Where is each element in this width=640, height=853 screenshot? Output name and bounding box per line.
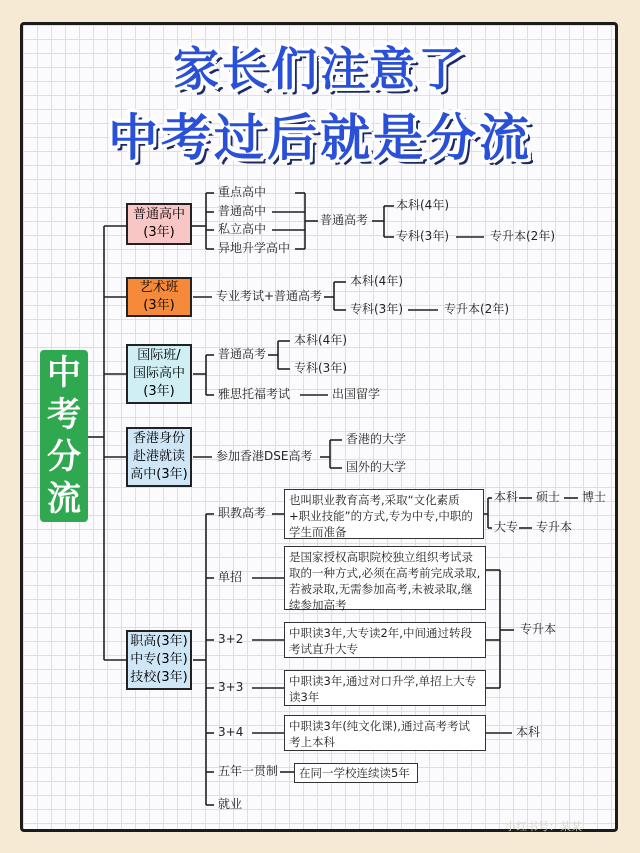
- branch-guoji-ban: 国际班/ 国际高中 (3年): [126, 344, 192, 404]
- zhijiao-zhuanshengben: 专升本: [536, 520, 573, 534]
- type-yidi: 异地升学高中: [218, 241, 291, 255]
- guoji-exam: 普通高考: [218, 347, 267, 361]
- group-result-zhuanshengben: 专升本: [520, 622, 557, 636]
- foreign-university: 国外的大学: [346, 460, 407, 474]
- putong-zhuanke: 专科(3年): [396, 229, 449, 243]
- guoji-alt-exam: 雅思托福考试: [218, 387, 291, 401]
- branch-xianggang: 香港身份 赴港就读 高中(3年): [126, 427, 192, 487]
- path-jiuye: 就业: [218, 797, 243, 811]
- yishu-zhuanshengben: 专升本(2年): [444, 302, 509, 316]
- desc-wunian-yiguanzhi: 在同一学校连续读5年: [294, 763, 418, 783]
- type-putong: 普通高中: [218, 204, 267, 218]
- branch-putong-gaozhong: 普通高中 (3年): [126, 203, 192, 245]
- yishu-benke: 本科(4年): [350, 274, 403, 288]
- type-zhongdian: 重点高中: [218, 185, 267, 199]
- yishu-zhuanke: 专科(3年): [350, 302, 403, 316]
- result-benke-3plus4: 本科: [516, 725, 541, 739]
- desc-3plus2: 中职读3年,大专读2年,中间通过转段考试直升大专: [284, 622, 486, 658]
- guoji-zhuanke: 专科(3年): [294, 361, 347, 375]
- guoji-benke: 本科(4年): [294, 333, 347, 347]
- zhijiao-boshi: 博士: [582, 490, 607, 504]
- path-3plus4: 3+4: [218, 725, 244, 739]
- path-danzhao: 单招: [218, 570, 243, 584]
- path-3plus2: 3+2: [218, 632, 244, 646]
- desc-danzhao: 是国家授权高职院校独立组织考试录取的一种方式,必须在高考前完成录取,若被录取,无需参加高考,未被录取,继续参加高考: [284, 546, 486, 610]
- zhijiao-dazhuan: 大专: [494, 520, 519, 534]
- putong-zhuanshengben: 专升本(2年): [490, 229, 555, 243]
- branch-zhigao-zhongzhuan-jixiao: 职高(3年) 中专(3年) 技校(3年): [126, 630, 192, 690]
- type-sili: 私立高中: [218, 222, 267, 236]
- main-label-zhongkao-fenliu: 中 考 分 流: [40, 350, 88, 522]
- guoji-abroad: 出国留学: [332, 387, 381, 401]
- path-zhijiao-gaokao: 职教高考: [218, 506, 267, 520]
- desc-zhijiao-gaokao: 也叫职业教育高考,采取“文化素质+职业技能”的方式,专为中专,中职的学生而准备: [284, 489, 484, 539]
- zhijiao-benke: 本科: [494, 490, 519, 504]
- desc-3plus3: 中职读3年,通过对口升学,单招上大专读3年: [284, 670, 486, 706]
- title-line-2: 中考过后就是分流: [108, 109, 532, 167]
- yishu-exam: 专业考试+普通高考: [216, 289, 323, 303]
- branch-yishu-ban: 艺术班 (3年): [126, 277, 192, 317]
- putong-exam: 普通高考: [320, 213, 369, 227]
- zhijiao-shuoshi: 硕士: [536, 490, 561, 504]
- hk-dse-exam: 参加香港DSE高考: [216, 449, 313, 463]
- hk-university: 香港的大学: [346, 432, 407, 446]
- watermark: 小红书号：某某: [505, 820, 582, 833]
- desc-3plus4: 中职读3年(纯文化课),通过高考考试考上本科: [284, 715, 486, 751]
- path-3plus3: 3+3: [218, 680, 244, 694]
- putong-benke: 本科(4年): [396, 198, 449, 212]
- title-line-1: 家长们注意了: [173, 42, 467, 96]
- path-wunian-yiguanzhi: 五年一贯制: [218, 764, 279, 778]
